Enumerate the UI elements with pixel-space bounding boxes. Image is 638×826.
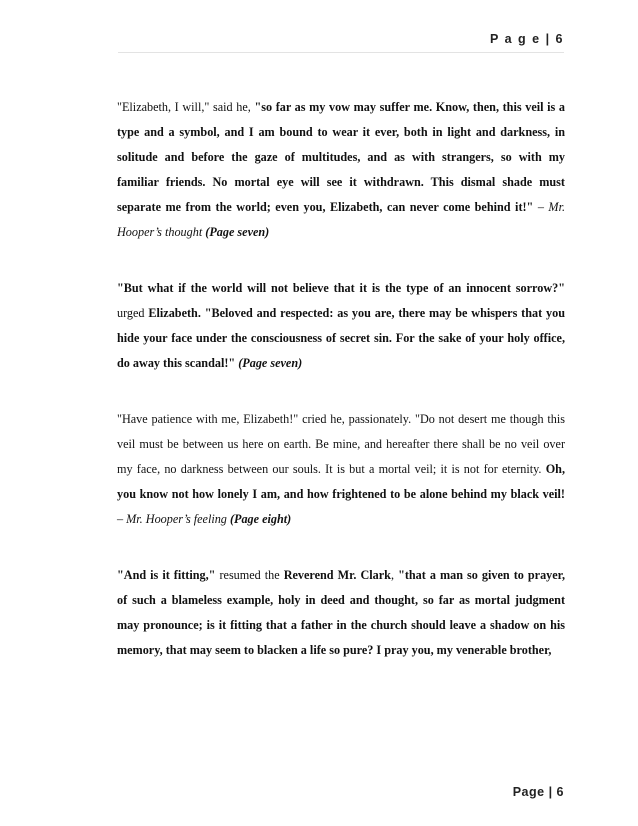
- text-segment: "Have patience with me, Elizabeth!" cried he, passionately. "Do not desert me though this: [117, 412, 565, 426]
- header-divider: [118, 52, 564, 53]
- text-line: [117, 276, 565, 301]
- text-line: [117, 613, 565, 638]
- text-segment: familiar friends. No mortal eye will see it withdrawn. This dismal shade must: [117, 175, 565, 189]
- text-segment: Mr.: [548, 200, 566, 214]
- text-line: [117, 95, 565, 120]
- text-segment: ,: [390, 568, 399, 582]
- text-line: [117, 170, 565, 195]
- text-segment: "But what if the world will not believe that it is the type of an innocent sorrow?": [117, 281, 565, 295]
- text-segment: (Page seven): [205, 225, 270, 239]
- text-segment: hide your face under the consciousness of secret sin. For the sake of your holy office,: [117, 331, 565, 345]
- text-segment: (Page seven): [238, 356, 303, 370]
- text-line: [117, 432, 565, 457]
- text-segment: you know not how lonely I am, and how frightened to be alone behind my black veil!: [117, 487, 565, 501]
- text-segment: "that a man so given to prayer,: [398, 568, 566, 582]
- text-line: [117, 145, 565, 170]
- text-line: [117, 407, 565, 432]
- header-page-number: P a g e | 6: [490, 32, 564, 46]
- text-line: [117, 482, 565, 507]
- text-segment: –: [533, 200, 549, 214]
- text-segment: resumed the: [215, 568, 284, 582]
- document-body: [117, 95, 565, 694]
- quote-paragraph: [117, 563, 565, 663]
- text-line: [117, 457, 565, 482]
- quote-paragraph: [117, 407, 565, 532]
- quote-paragraph: [117, 95, 565, 245]
- text-segment: Reverend Mr. Clark: [283, 568, 391, 582]
- text-segment: – Mr. Hooper’s feeling: [117, 512, 230, 526]
- text-line: [117, 638, 565, 663]
- text-segment: separate me from the world; even you, Elizabeth, can never come behind it!": [117, 200, 534, 214]
- text-line: [117, 563, 565, 588]
- text-line: [117, 195, 565, 220]
- text-segment: my face, no darkness between our souls. It is but a mortal veil; it is not for eternity.: [117, 462, 546, 476]
- text-segment: Hooper’s thought: [117, 225, 206, 239]
- text-segment: veil must be between us here on earth. Be mine, and hereafter there shall be no veil over: [117, 437, 565, 451]
- text-segment: do away this scandal!": [117, 356, 239, 370]
- text-segment: may pronounce; is it fitting that a father in the church should leave a shadow on his: [117, 618, 565, 632]
- text-segment: "Elizabeth, I will," said he,: [117, 100, 255, 114]
- page-header: [0, 0, 638, 56]
- text-line: [117, 326, 565, 351]
- text-segment: urged: [117, 306, 149, 320]
- text-line: [117, 507, 565, 532]
- text-line: [117, 588, 565, 613]
- text-segment: Elizabeth. "Beloved and respected: as you are, there may be whispers that you: [148, 306, 565, 320]
- text-segment: "And is it fitting,": [117, 568, 216, 582]
- text-segment: of such a blameless example, holy in deed and thought, so far as mortal judgment: [117, 593, 565, 607]
- text-segment: "so far as my vow may suffer me. Know, then, this veil is a: [254, 100, 565, 114]
- text-line: [117, 301, 565, 326]
- quote-paragraph: [117, 276, 565, 376]
- footer-page-number: Page | 6: [512, 785, 564, 799]
- text-segment: solitude and before the gaze of multitudes, and as with strangers, so with my: [117, 150, 565, 164]
- text-segment: memory, that may seem to blacken a life so pure? I pray you, my venerable brother,: [117, 643, 552, 657]
- text-segment: (Page eight): [229, 512, 292, 526]
- text-segment: type and a symbol, and I am bound to wear it ever, both in light and darkness, in: [117, 125, 565, 139]
- text-line: [117, 220, 565, 245]
- text-segment: Oh,: [545, 462, 565, 476]
- text-line: [117, 351, 565, 376]
- text-line: [117, 120, 565, 145]
